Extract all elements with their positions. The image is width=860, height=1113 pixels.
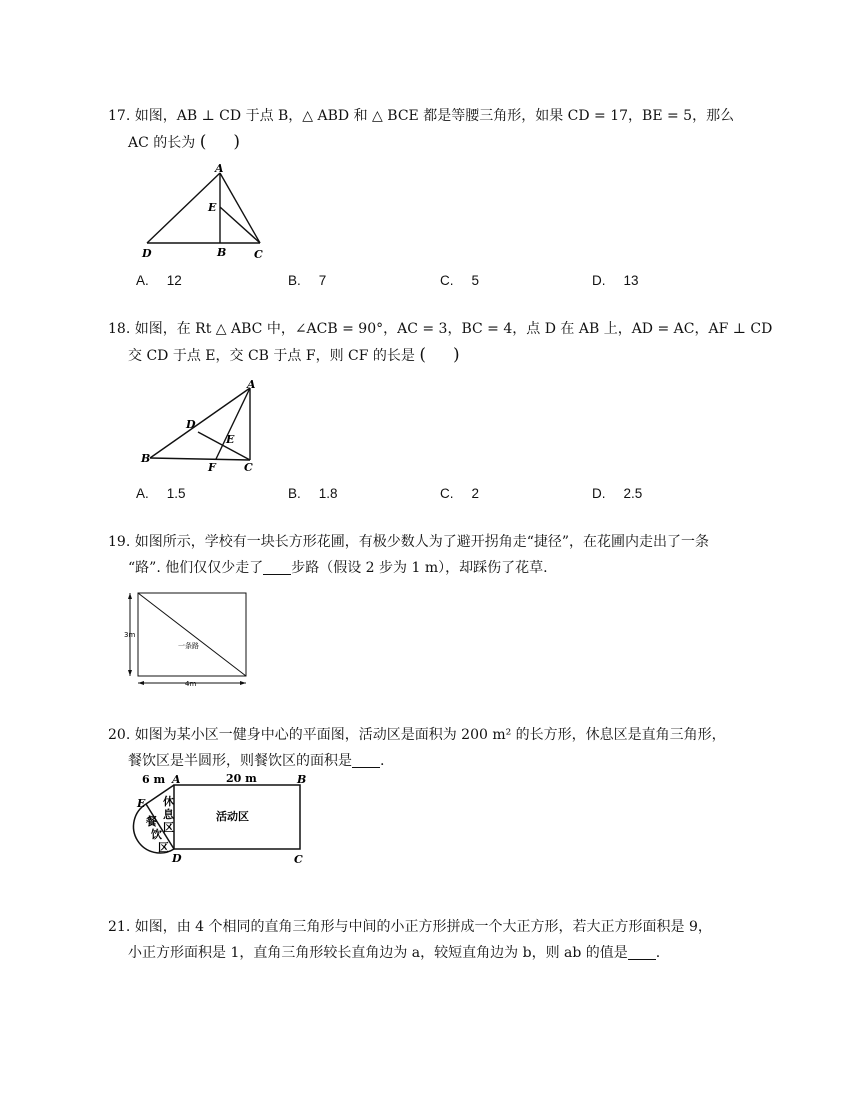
q20-label-dine-2: 饮 [151, 828, 162, 841]
q20-label-e: E [137, 797, 146, 810]
q21-text-line2a: 小正方形面积是 1，直角三角形较长直角边为 a，较短直角边为 b，则 ab 的值是 [128, 945, 628, 961]
option-value: 2.5 [623, 486, 643, 501]
option-letter: D. [592, 486, 606, 501]
answer-bracket: ( ) [419, 345, 460, 365]
q20-label-rest-2: 息 [163, 808, 174, 821]
option-value: 1.8 [318, 486, 338, 501]
answer-blank[interactable] [263, 560, 291, 575]
q20-label-rest-3: 区 [163, 821, 174, 834]
q17-label-e: E [208, 201, 217, 214]
q18-line1 [108, 316, 773, 342]
option-value: 1.5 [166, 486, 186, 501]
q20-label-rest-1: 休 [163, 795, 174, 808]
q20-text-line1: 如图为某小区一健身中心的平面图，活动区是面积为 200 m² 的长方形，休息区是直角三角形， [134, 727, 726, 743]
q20-label-dine-3: 区 [158, 841, 169, 854]
q19-figure [124, 590, 254, 690]
question-20 [108, 722, 764, 774]
option-letter: D. [592, 273, 606, 288]
option-value: 7 [318, 273, 327, 288]
q19-line1 [108, 529, 764, 555]
q18-number: 18. [108, 321, 131, 337]
q17-number: 17. [108, 108, 131, 124]
q17-label-c: C [254, 248, 263, 261]
q18-text-line1: 如图，在 Rt △ ABC 中，∠ACB = 90°，AC = 3，BC = 4，点 D 在 AB 上，AD = AC，AF ⊥ CD [134, 321, 773, 337]
q18-option-a[interactable] [136, 486, 186, 501]
q20-label-ae: 6 m [142, 773, 166, 786]
option-letter: C. [440, 273, 454, 288]
q19-text-line2a: “路”. 他们仅仅少走了 [128, 560, 264, 576]
q20-figure [134, 770, 314, 865]
q18-label-a: A [247, 378, 256, 391]
q18-option-b[interactable] [288, 486, 338, 501]
q17-label-d: D [142, 247, 152, 260]
answer-blank[interactable] [628, 945, 656, 960]
q18-figure [140, 380, 265, 475]
q19-line2 [108, 555, 764, 581]
option-letter: B. [288, 486, 301, 501]
q17-option-c[interactable] [440, 273, 479, 288]
option-value: 5 [471, 273, 480, 288]
q18-label-c: C [244, 461, 253, 474]
q18-line2 [108, 342, 764, 369]
q19-label-side: 3m [124, 631, 136, 639]
q20-label-c: C [294, 853, 303, 866]
q17-line2 [108, 129, 764, 156]
option-letter: A. [136, 273, 149, 288]
q17-option-d[interactable] [592, 273, 639, 288]
q20-label-dine-1: 餐 [146, 815, 157, 828]
q19-number: 19. [108, 534, 131, 550]
q18-text-line2: 交 CD 于点 E，交 CB 于点 F，则 CF 的长是 [128, 348, 415, 364]
q18-label-e: E [226, 433, 235, 446]
option-letter: C. [440, 486, 454, 501]
answer-blank[interactable] [352, 753, 380, 768]
question-21 [108, 914, 764, 966]
q20-label-ab: 20 m [226, 772, 257, 785]
q20-label-d: D [172, 852, 182, 865]
q20-text-line2b: . [380, 753, 385, 769]
q17-text-line1: 如图，AB ⊥ CD 于点 B，△ ABD 和 △ BCE 都是等腰三角形，如果 CD = 17，BE = 5，那么 [134, 108, 735, 124]
question-18 [108, 316, 773, 369]
q20-line1 [108, 722, 764, 748]
q21-number: 21. [108, 919, 131, 935]
q20-label-a: A [172, 773, 181, 786]
option-letter: B. [288, 273, 301, 288]
q18-option-d[interactable] [592, 486, 642, 501]
q20-number: 20. [108, 727, 131, 743]
question-19 [108, 529, 764, 581]
q17-label-a: A [215, 162, 224, 175]
q19-text-line1: 如图所示，学校有一块长方形花圃，有极少数人为了避开拐角走“捷径”，在花圃内走出了一条 [134, 534, 710, 550]
q20-label-activity: 活动区 [216, 810, 249, 823]
q18-label-b: B [141, 452, 151, 465]
option-value: 2 [471, 486, 480, 501]
q17-label-b: B [217, 246, 227, 259]
option-value: 13 [623, 273, 639, 288]
q17-line1 [108, 103, 764, 129]
q17-text-line2: AC 的长为 [128, 135, 196, 151]
q19-label-bottom: 4m [185, 680, 197, 688]
answer-bracket: ( ) [199, 132, 241, 152]
q21-line2 [108, 940, 764, 966]
q21-text-line1: 如图，由 4 个相同的直角三角形与中间的小正方形拼成一个大正方形，若大正方形面积是 9， [134, 919, 712, 935]
q17-option-a[interactable] [136, 273, 182, 288]
q17-option-b[interactable] [288, 273, 326, 288]
q17-figure [140, 162, 270, 265]
q18-label-d: D [186, 418, 196, 431]
q18-label-f: F [208, 461, 216, 474]
question-17 [108, 103, 764, 156]
q21-text-line2b: . [655, 945, 661, 961]
option-letter: A. [136, 486, 149, 501]
q20-label-b: B [297, 773, 307, 786]
q21-line1 [108, 914, 764, 940]
q19-label-path: 一条路 [178, 642, 199, 650]
q18-option-c[interactable] [440, 486, 479, 501]
q19-text-line2b: 步路（假设 2 步为 1 m），却踩伤了花草. [291, 560, 548, 576]
q20-text-line2a: 餐饮区是半圆形，则餐饮区的面积是 [128, 753, 352, 769]
option-value: 12 [166, 273, 182, 288]
